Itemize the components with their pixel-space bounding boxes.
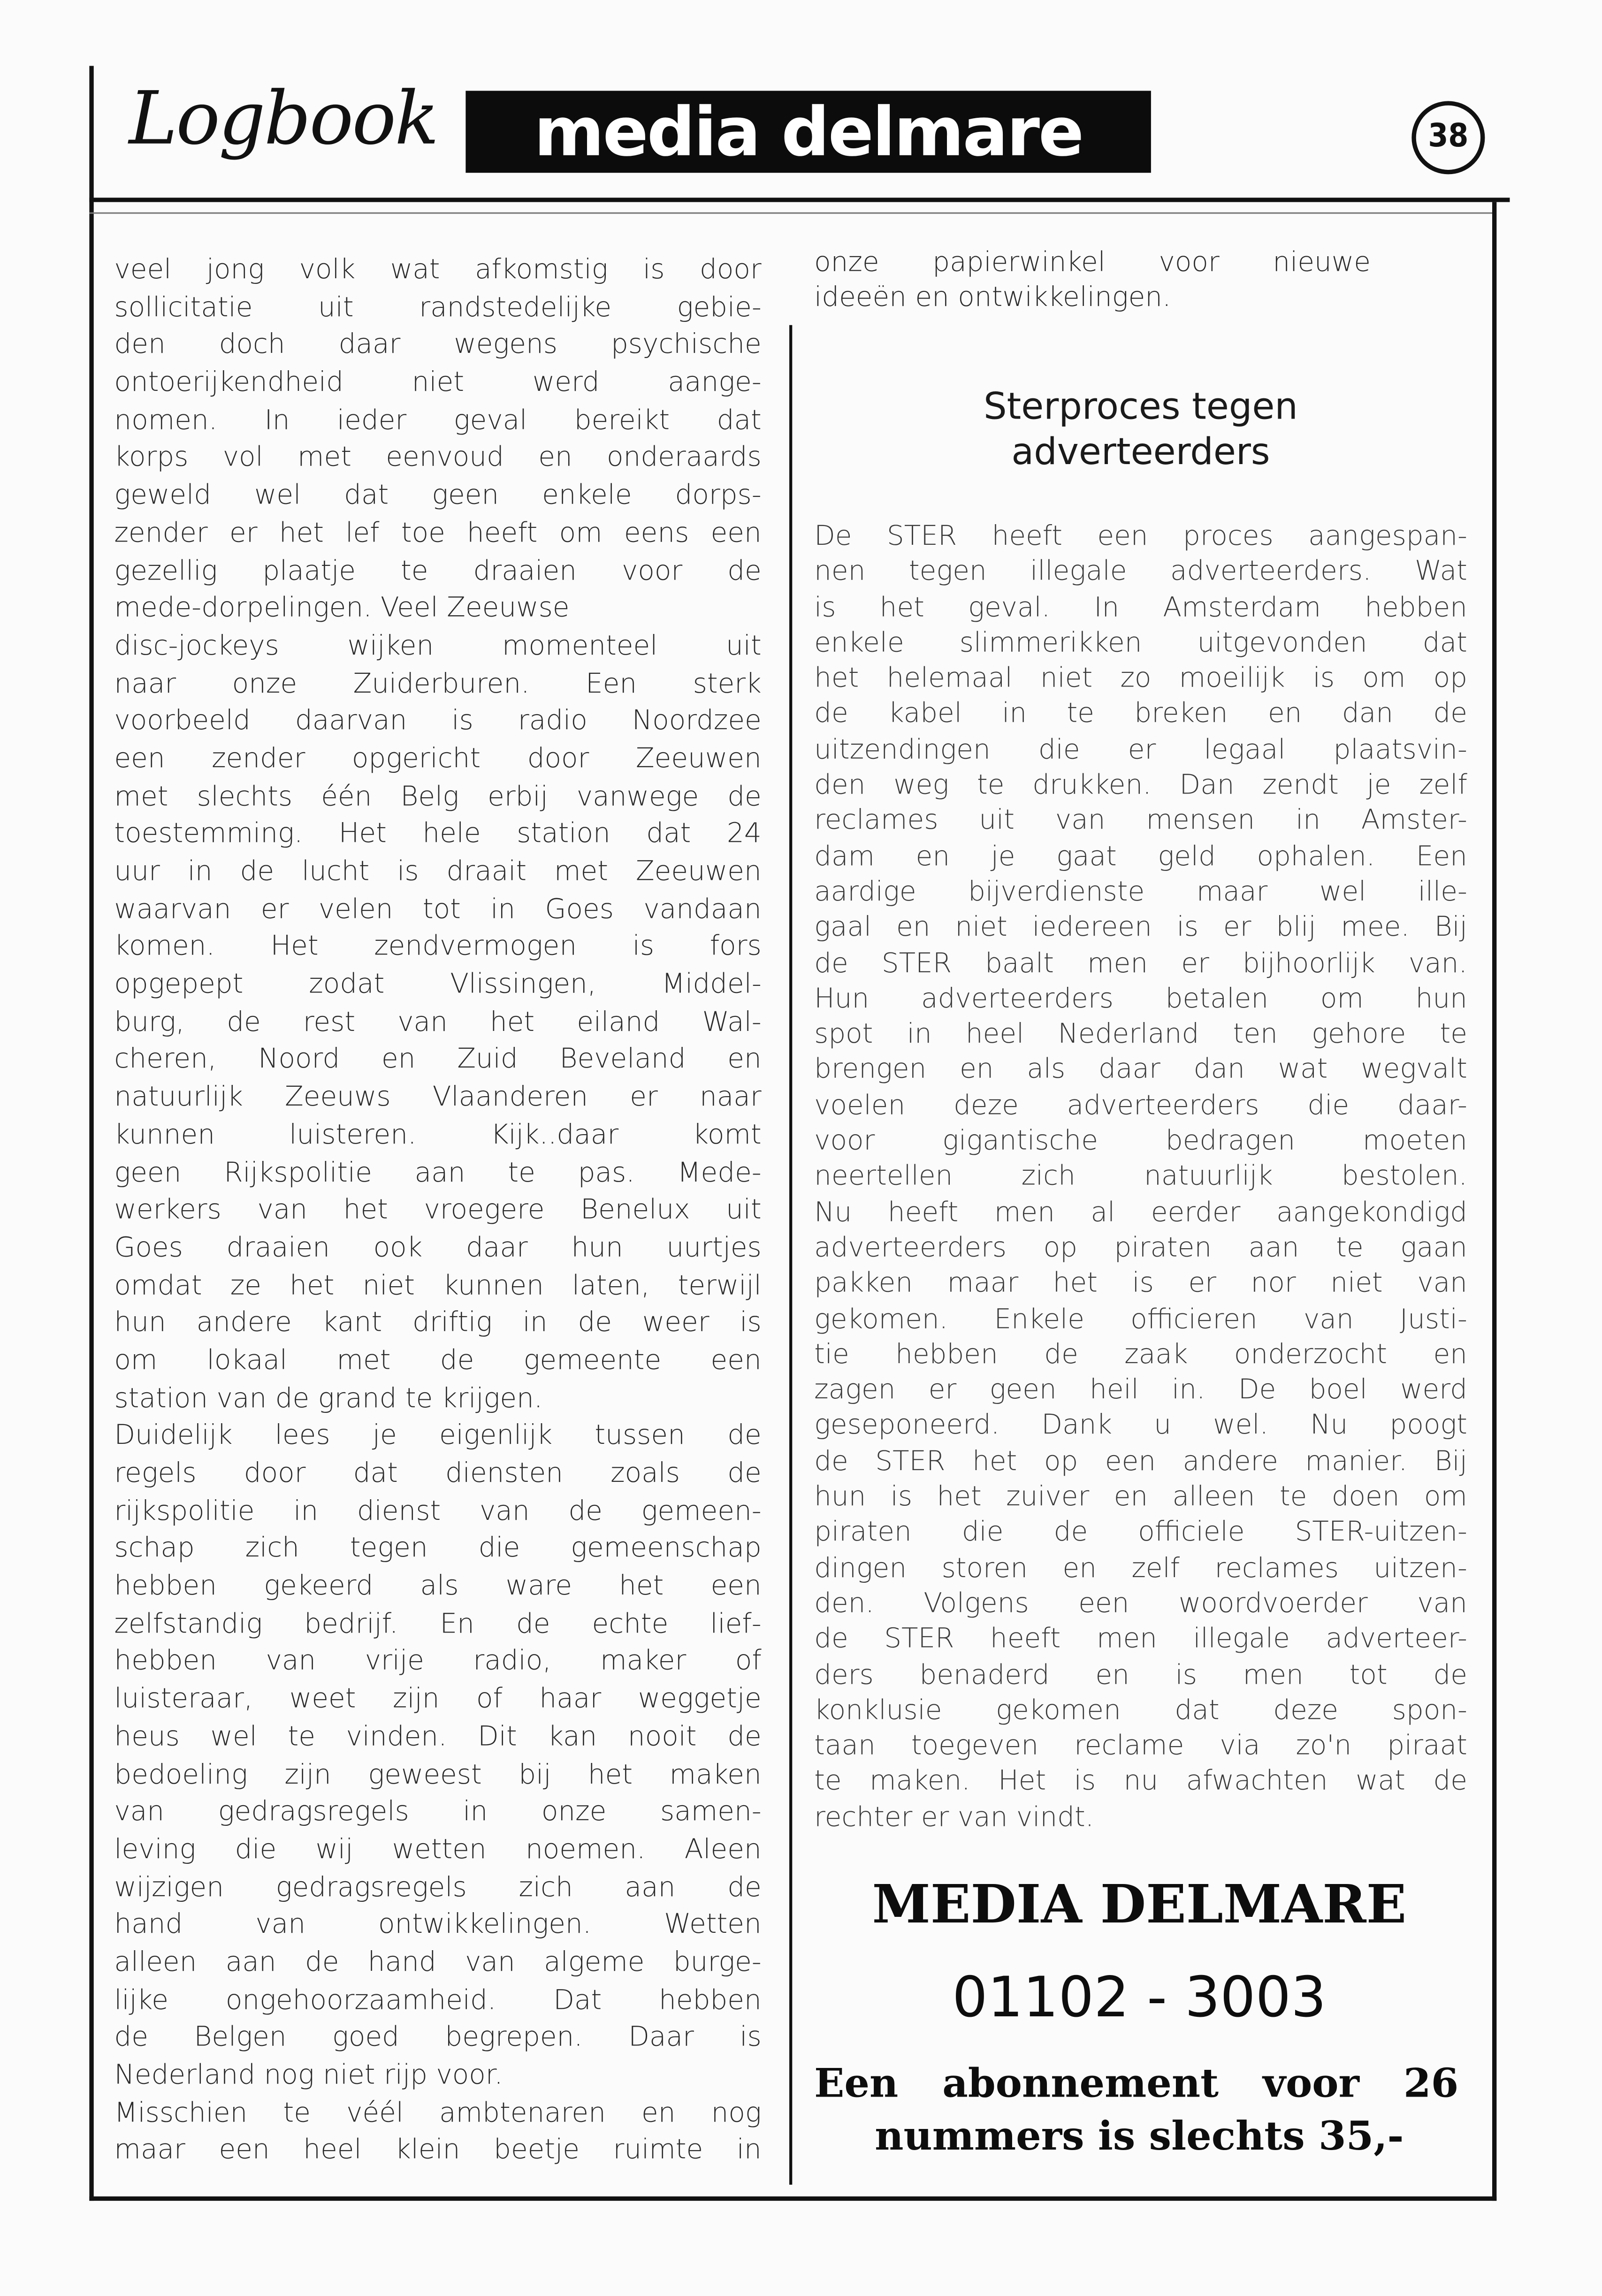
text-line: ontoerijkendheid niet werd aange-: [114, 367, 762, 398]
text-line: de STER heeft men illegale adverteer-: [814, 1624, 1467, 1655]
text-line: uitzendingen die er legaal plaatsvin-: [814, 734, 1467, 766]
text-line: geweld wel dat geen enkele dorps-: [114, 480, 762, 511]
text-line: Goes draaien ook daar hun uurtjes: [114, 1233, 762, 1264]
text-line: met slechts één Belg erbij vanwege de: [114, 781, 762, 812]
text-line: burg, de rest van het eiland Wal-: [114, 1007, 762, 1038]
text-line: station van de grand te krijgen.: [114, 1383, 543, 1414]
advert-subscription-line: nummers is slechts 35,-: [875, 2114, 1404, 2160]
text-line: taan toegeven reclame via zo'n piraat: [814, 1731, 1467, 1762]
text-line: een zender opgericht door Zeeuwen: [114, 744, 762, 775]
text-line: de kabel in te breken en dan de: [814, 699, 1467, 730]
text-line: voorbeeld daarvan is radio Noordzee: [114, 706, 762, 737]
text-line: hand van ontwikkelingen. Wetten: [114, 1909, 762, 1941]
text-line: naar onze Zuiderburen. Een sterk: [114, 668, 762, 700]
text-line: het helemaal niet zo moeilijk is om op: [814, 664, 1467, 694]
text-line: gaal en niet iedereen is er blij mee. Bij: [814, 912, 1467, 944]
text-line: sollicitatie uit randstedelijke gebie-: [114, 292, 762, 323]
text-line: geseponeerd. Dank u wel. Nu poogt: [814, 1411, 1467, 1442]
text-line: heus wel te vinden. Dit kan nooit de: [114, 1722, 762, 1753]
text-line: opgepept zodat Vlissingen, Middel-: [114, 969, 762, 1000]
text-line: konklusie gekomen dat deze spon-: [814, 1695, 1467, 1726]
heading-line: Sterproces tegen: [984, 385, 1298, 428]
heading-line: adverteerders: [1011, 430, 1270, 473]
text-line: is het geval. In Amsterdam hebben: [814, 592, 1467, 624]
text-line: om lokaal met de gemeente een: [114, 1345, 762, 1377]
text-line: brengen en als daar dan wat wegvalt: [814, 1055, 1467, 1086]
text-line: reclames uit van mensen in Amster-: [814, 806, 1467, 837]
text-line: pakken maar het is er nor niet van: [814, 1268, 1467, 1299]
text-line: den doch daar wegens psychische: [114, 330, 762, 361]
text-line: nomen. In ieder geval bereikt dat: [114, 405, 762, 436]
text-line: Duidelijk lees je eigenlijk tussen de: [114, 1420, 762, 1452]
text-line: ders benaderd en is men tot de: [814, 1660, 1467, 1691]
advert-phone: 01102 - 3003: [952, 1965, 1327, 2030]
text-line: enkele slimmerikken uitgevonden dat: [814, 628, 1467, 659]
text-line: komen. Het zendvermogen is fors: [114, 931, 762, 963]
text-line: de STER het op een andere manier. Bij: [814, 1446, 1467, 1477]
text-line: De STER heeft een proces aangespan-: [814, 521, 1467, 552]
text-line: Hun adverteerders betalen om hun: [814, 984, 1467, 1015]
text-line: adverteerders op piraten aan te gaan: [814, 1233, 1467, 1264]
text-line: hun andere kant driftig in de weer is: [114, 1308, 762, 1339]
text-line: omdat ze het niet kunnen laten, terwijl: [114, 1270, 762, 1301]
text-line: aardige bijverdienste maar wel ille-: [814, 877, 1467, 908]
logbook-logo: Logbook: [129, 76, 438, 161]
text-line: hebben van vrije radio, maker of: [114, 1646, 762, 1678]
left-border-line: [89, 66, 93, 2201]
text-line: regels door dat diensten zoals de: [114, 1458, 762, 1489]
text-line: korps vol met eenvoud en onderaards: [114, 442, 762, 474]
article-heading: [814, 384, 1467, 474]
text-line: hebben gekeerd als ware het een: [114, 1571, 762, 1602]
text-line: zelfstandig bedrijf. En de echte lief-: [114, 1609, 762, 1640]
text-line: tie hebben de zaak onderzocht en: [814, 1339, 1467, 1371]
text-line: uur in de lucht is draait met Zeeuwen: [114, 856, 762, 888]
text-line: veel jong volk wat afkomstig is door: [114, 254, 762, 286]
text-line: zagen er geen heil in. De boel werd: [814, 1375, 1467, 1406]
text-line: maar een heel klein beetje ruimte in: [114, 2135, 762, 2166]
right-column-continuation: [814, 246, 1371, 316]
text-line: mede-dorpelingen. Veel Zeeuwse: [114, 593, 570, 624]
text-line: de Belgen goed begrepen. Daar is: [114, 2022, 762, 2053]
text-line: voelen deze adverteerders die daar-: [814, 1090, 1467, 1121]
text-line: ideeën en ontwikkelingen.: [814, 282, 1171, 313]
text-line: natuurlijk Zeeuws Vlaanderen er naar: [114, 1082, 762, 1113]
text-line: dingen storen en zelf reclames uitzen-: [814, 1553, 1467, 1584]
text-line: werkers van het vroegere Benelux uit: [114, 1195, 762, 1226]
page-number: 38: [1411, 101, 1485, 174]
bottom-rule: [89, 2197, 1496, 2201]
text-line: bedoeling zijn geweest bij het maken: [114, 1759, 762, 1790]
text-line: onze papierwinkel voor nieuwe: [814, 247, 1371, 278]
text-line: leving die wij wetten noemen. Aleen: [114, 1834, 762, 1866]
right-border-line: [1492, 202, 1496, 2201]
text-line: van gedragsregels in onze samen-: [114, 1797, 762, 1828]
text-line: toestemming. Het hele station dat 24: [114, 819, 762, 850]
text-line: wijzigen gedragsregels zich aan de: [114, 1872, 762, 1903]
header-rule-thin: [89, 212, 1495, 214]
text-line: zender er het lef toe heeft om eens een: [114, 518, 762, 549]
header-rule: [89, 198, 1510, 202]
text-line: lijke ongehoorzaamheid. Dat hebben: [114, 1985, 762, 2016]
advert-title: MEDIA DELMARE: [872, 1874, 1407, 1936]
text-line: gekomen. Enkele officieren van Justi-: [814, 1304, 1467, 1335]
text-line: rechter er van vindt.: [814, 1802, 1094, 1833]
text-line: gezellig plaatje te draaien voor de: [114, 556, 762, 587]
text-line: den. Volgens een woordvoerder van: [814, 1588, 1467, 1619]
text-line: nen tegen illegale adverteerders. Wat: [814, 557, 1467, 588]
article-body: [814, 520, 1467, 1836]
text-line: schap zich tegen die gemeenschap: [114, 1533, 762, 1564]
text-line: Misschien te véél ambtenaren en nog: [114, 2098, 762, 2129]
text-line: Nederland nog niet rijp voor.: [114, 2060, 503, 2091]
text-line: rijkspolitie in dienst van de gemeen-: [114, 1496, 762, 1527]
text-line: luisteraar, weet zijn of haar weggetje: [114, 1684, 762, 1715]
text-line: waarvan er velen tot in Goes vandaan: [114, 894, 762, 925]
text-line: hun is het zuiver en alleen te doen om: [814, 1481, 1467, 1513]
text-line: te maken. Het is nu afwachten wat de: [814, 1766, 1467, 1798]
text-line: voor gigantische bedragen moeten: [814, 1126, 1467, 1157]
text-line: den weg te drukken. Dan zendt je zelf: [814, 770, 1467, 801]
text-line: Nu heeft men al eerder aangekondigd: [814, 1197, 1467, 1228]
column-divider: [789, 325, 792, 2185]
advert-subscription-line: Een abonnement voor 26: [814, 2061, 1459, 2107]
text-line: geen Rijkspolitie aan te pas. Mede-: [114, 1157, 762, 1189]
text-line: kunnen luisteren. Kijk..daar komt: [114, 1120, 762, 1151]
media-delmare-logo: media delmare: [465, 91, 1151, 173]
text-line: disc-jockeys wijken momenteel uit: [114, 631, 762, 662]
text-line: de STER baalt men er bijhoorlijk van.: [814, 948, 1467, 979]
text-line: dam en je gaat geld ophalen. Een: [814, 841, 1467, 872]
text-line: neertellen zich natuurlijk bestolen.: [814, 1161, 1467, 1193]
text-line: spot in heel Nederland ten gehore te: [814, 1019, 1467, 1050]
text-line: alleen aan de hand van algeme burge-: [114, 1947, 762, 1978]
text-line: piraten die de officiele STER-uitzen-: [814, 1517, 1467, 1548]
left-column-text: [114, 252, 761, 2170]
text-line: cheren, Noord en Zuid Beveland en: [114, 1045, 762, 1076]
